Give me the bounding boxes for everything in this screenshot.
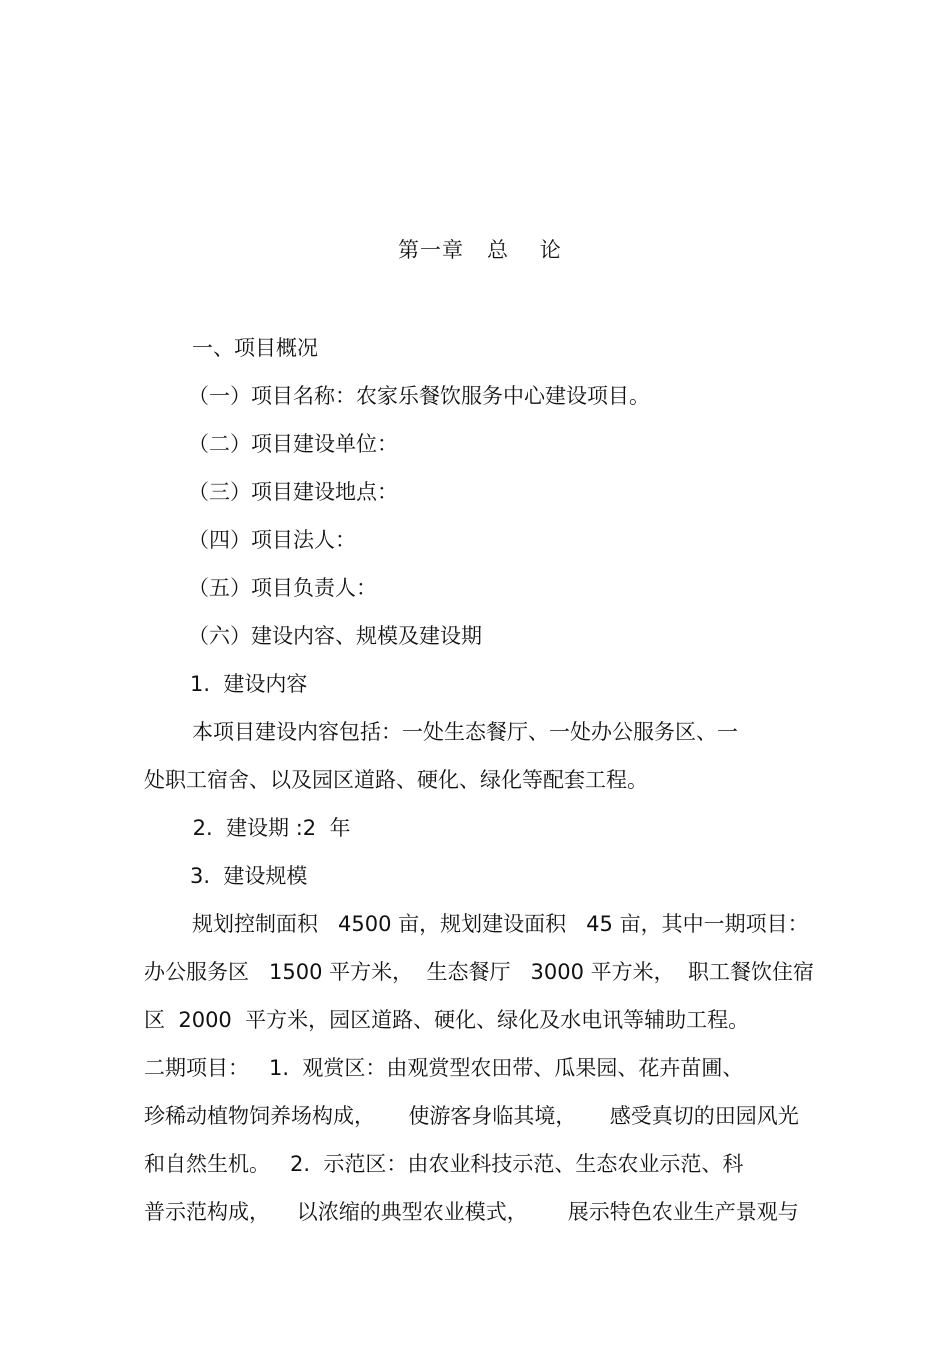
paragraph-scale-line: 珍稀动植物饲养场构成， 使游客身临其境， 感受真切的田园风光	[144, 1104, 799, 1128]
item-legal-person: （四）项目法人：	[188, 528, 356, 552]
paragraph-scale-line: 办公服务区 1500 平方米， 生态餐厅 3000 平方米， 职工餐饮住宿	[144, 960, 814, 984]
item-content-scale-period: （六）建设内容、规模及建设期	[188, 624, 482, 648]
paragraph-content-line: 处职工宿舍、以及园区道路、硬化、绿化等配套工程。	[144, 768, 648, 792]
subheading-scale: 3. 建设规模	[190, 864, 308, 888]
chapter-title: 第一章 总 论	[398, 238, 562, 262]
paragraph-scale-line: 规划控制面积 4500 亩，规划建设面积 45 亩，其中一期项目：	[192, 912, 809, 936]
subheading-content: 1. 建设内容	[190, 672, 308, 696]
paragraph-scale-line: 普示范构成， 以浓缩的典型农业模式， 展示特色农业生产景观与	[144, 1200, 799, 1224]
item-construction-site: （三）项目建设地点：	[188, 480, 398, 504]
paragraph-scale-line: 二期项目： 1. 观赏区：由观赏型农田带、瓜果园、花卉苗圃、	[144, 1056, 744, 1080]
paragraph-content-line: 本项目建设内容包括：一处生态餐厅、一处办公服务区、一	[192, 720, 738, 744]
item-construction-unit: （二）项目建设单位：	[188, 432, 398, 456]
item-project-leader: （五）项目负责人：	[188, 576, 377, 600]
paragraph-scale-line: 区 2000 平方米，园区道路、硬化、绿化及水电讯等辅助工程。	[144, 1008, 750, 1032]
subheading-period: 2. 建设期 :2 年	[186, 816, 351, 840]
section-heading: 一、项目概况	[192, 336, 318, 360]
item-project-name: （一）项目名称：农家乐餐饮服务中心建设项目。	[188, 384, 650, 408]
paragraph-scale-line: 和自然生机。 2. 示范区：由农业科技示范、生态农业示范、科	[144, 1152, 744, 1176]
